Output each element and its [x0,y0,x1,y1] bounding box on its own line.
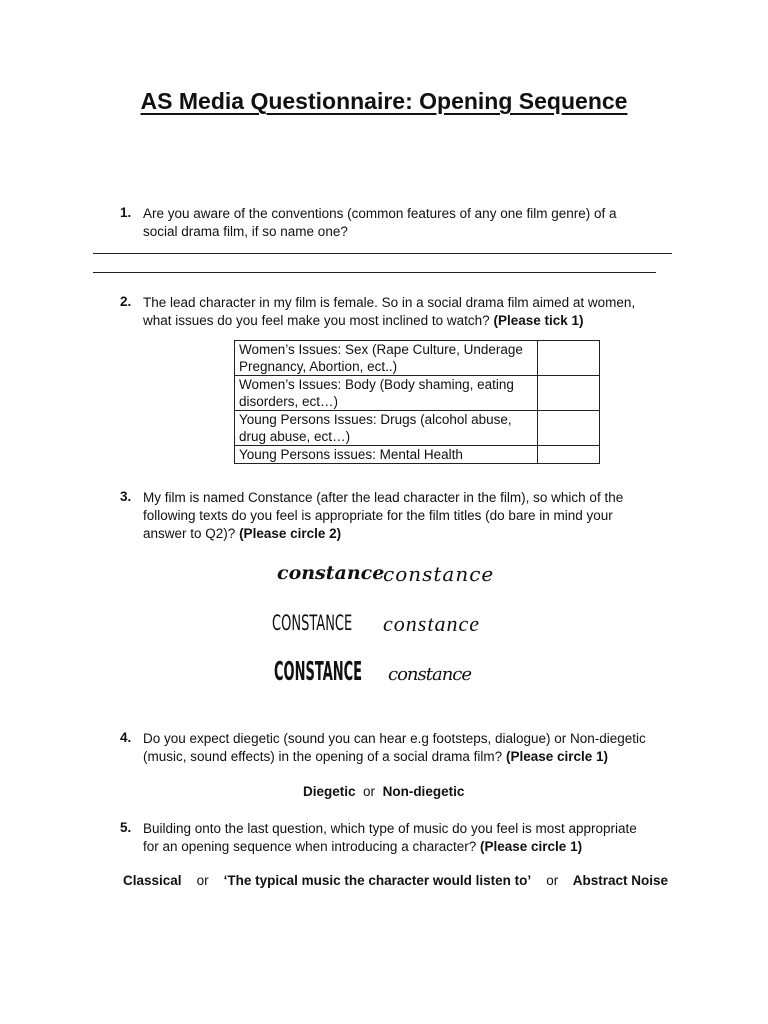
issue-option-4: Young Persons issues: Mental Health [235,446,538,464]
question-5-instruction: (Please circle 1) [480,839,583,854]
issues-table [234,340,600,464]
table-row [235,376,600,411]
font-sample-5[interactable]: CONSTANCE [274,657,363,687]
question-2-number: 2. [120,294,132,309]
tick-box-4[interactable] [538,446,600,464]
question-4-options [303,784,464,799]
or-label: or [196,873,209,888]
issue-option-2: Women’s Issues: Body (Body shaming, eating disorders, ect…) [235,376,538,411]
question-1-number: 1. [120,205,132,220]
question-2-line-1: The lead character in my film is female. So in a social drama film aimed at women, [143,295,636,310]
question-1-line-1: Are you aware of the conventions (common features of any one film genre) of a [143,206,617,221]
question-2-instruction: (Please tick 1) [493,313,584,328]
question-2-line-2: what issues do you feel make you most inclined to watch? [143,313,490,328]
page-title: AS Media Questionnaire: Opening Sequence [140,88,628,114]
font-sample-1[interactable]: constance [277,562,385,584]
question-4-number: 4. [120,730,132,745]
font-sample-2[interactable]: constance [383,562,495,586]
font-sample-3[interactable]: CONSTANCE [272,611,353,635]
question-3-line-3: answer to Q2)? [143,526,236,541]
question-4-line-2: (music, sound effects) in the opening of a social drama film? [143,749,503,764]
issue-option-3: Young Persons Issues: Drugs (alcohol abuse, drug abuse, ect…) [235,411,538,446]
question-5-line-2: for an opening sequence when introducing a character? [143,839,477,854]
question-4-line-1: Do you expect diegetic (sound you can hear e.g footsteps, dialogue) or Non-diegetic [143,731,646,746]
option-classical[interactable]: Classical [123,873,182,888]
question-5-text [143,820,703,856]
question-3-instruction: (Please circle 2) [239,526,342,541]
table-row [235,341,600,376]
option-non-diegetic[interactable]: Non-diegetic [382,784,465,799]
question-1-line-2: social drama film, if so name one? [143,224,348,239]
answer-line-1[interactable] [93,253,672,254]
tick-box-2[interactable] [538,376,600,411]
question-4-text [143,730,703,766]
option-abstract-noise[interactable]: Abstract Noise [572,873,668,888]
question-3-number: 3. [120,489,132,504]
table-row [235,446,600,464]
option-diegetic[interactable]: Diegetic [303,784,356,799]
font-sample-4[interactable]: constance [383,611,480,636]
table-row [235,411,600,446]
tick-box-3[interactable] [538,411,600,446]
font-sample-6[interactable]: constance [388,664,472,685]
question-5-line-1: Building onto the last question, which type of music do you feel is most appropriate [143,821,637,836]
question-5-options [123,873,668,888]
question-4-instruction: (Please circle 1) [505,749,609,764]
tick-box-1[interactable] [538,341,600,376]
or-label: or [363,784,376,799]
answer-line-2[interactable] [93,272,656,273]
question-5-number: 5. [120,820,132,835]
or-label: or [546,873,559,888]
option-typical-music[interactable]: ‘The typical music the character would listen to’ [223,873,532,888]
question-3-text [143,489,703,543]
issue-option-1: Women’s Issues: Sex (Rape Culture, Underage Pregnancy, Abortion, ect..) [235,341,538,376]
question-3-line-1: My film is named Constance (after the lead character in the film), so which of the [143,490,624,505]
question-3-line-2: following texts do you feel is appropriate for the film titles (do bare in mind your [143,508,613,523]
question-1-text [143,205,683,241]
question-2-text [143,294,703,330]
